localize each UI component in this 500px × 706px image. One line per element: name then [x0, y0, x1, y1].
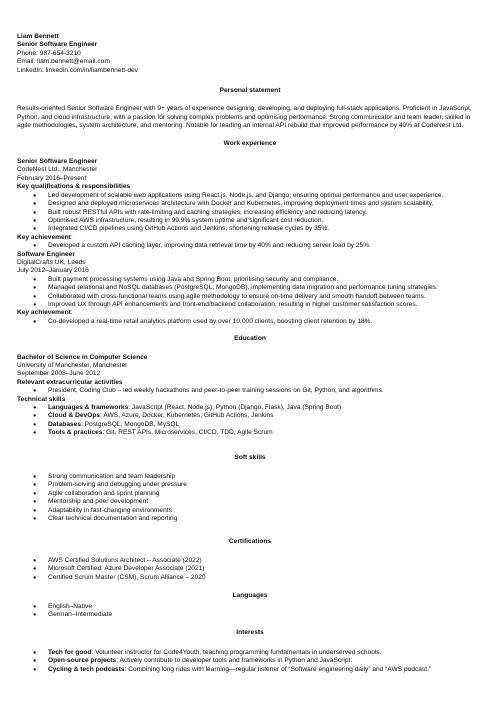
list-item: ● President, Coding Club – led weekly hackathons and peer-to-peer training sessions on Git, Python, and algorithms. [17, 387, 483, 395]
activities-list [17, 387, 483, 395]
activities-label: Relevant extracurricular activities [17, 378, 123, 386]
list-item: ● Integrated CI/CD pipelines using GitHub Actions and Jenkins, shortening release cycles by 35%. [17, 225, 483, 233]
linkedin: LinkedIn: linkedin.com/in/liambennett-dev [17, 66, 138, 74]
list-item [17, 404, 483, 412]
interest-label: Open-source projects [48, 657, 117, 665]
skill-category: Tools & practices [48, 429, 103, 437]
certifications-heading: Certifications [228, 537, 272, 545]
phone: Phone: 987-654-3210 [17, 49, 81, 57]
languages-list [17, 603, 483, 620]
technical-skills-label: Technical skills [17, 395, 66, 403]
statement-line: agile methodologies, system architecture, and mentoring. Notable for leading an internal API rebuild that improved performance by 40% at CodeNest Ltd. [17, 122, 464, 130]
skill-category: Databases [48, 420, 81, 428]
certifications-list [17, 557, 483, 582]
list-item: ● Microsoft Certified: Azure Developer Associate (2021) [17, 565, 483, 573]
achievement-list [17, 318, 483, 326]
job-company: CodeNest Ltd., Manchester [17, 166, 98, 174]
job-title: Senior Software Engineer [17, 158, 98, 166]
list-item: ● English–Native [17, 603, 483, 611]
list-item: ● Co-developed a real-time retail analytics platform used by over 10,000 clients, boosting client retention by 18%. [17, 318, 483, 326]
statement-line: Results-oriented Senior Software Engineer with 9+ years of experience designing, developing, and deploying full-stack applications. Proficient in JavaScript, [17, 105, 472, 113]
personal-statement-heading: Personal statement [219, 87, 281, 95]
personal-statement-text [17, 105, 483, 130]
interests-heading: Interests [236, 629, 264, 637]
list-item: ● AWS Certified Solutions Architect – Associate (2022) [17, 557, 483, 565]
candidate-title: Senior Software Engineer [17, 41, 98, 49]
job-entry [17, 251, 483, 327]
responsibilities-list [17, 192, 483, 234]
achievement-label-line: Key achievement: [17, 309, 73, 317]
list-item [17, 649, 483, 657]
skill-values: : Git, REST APIs, Microservices, CI/CD, TDD, Agile Scrum [102, 429, 273, 437]
list-item: ● Mentorship and peer development [17, 498, 483, 506]
list-item: ● Adaptability in fast-changing environments [17, 507, 483, 515]
skill-category: Languages & frameworks [48, 404, 129, 412]
achievement-label: Key achievement [17, 233, 71, 241]
list-item: ● Strong communication and team leadership [17, 473, 483, 481]
list-item: ● Agile collaboration and sprint planning [17, 490, 483, 498]
list-item: ● Led development of scalable web applications using React.js, Node.js, and Django, ensuring optimal performance and user experience. [17, 192, 483, 200]
list-item [17, 657, 483, 665]
interest-text: : Combining long rides with learning—regular listener of “Software engineering daily” and “AWS podcast.” [124, 665, 432, 673]
job-title: Software Engineer [17, 250, 75, 258]
skill-values: : PostgreSQL, MongoDB, MySQL [81, 420, 180, 428]
list-item: ● Certified Scrum Master (CSM), Scrum Alliance – 2020 [17, 574, 483, 582]
degree: Bachelor of Science in Computer Science [17, 353, 148, 361]
job-dates: July 2012–January 2016 [17, 267, 89, 275]
job-dates: February 2016–Present [17, 174, 87, 182]
skill-values: : JavaScript (React, Node.js), Python (Django, Flask), Java (Spring Boot) [128, 404, 342, 412]
list-item: ● Built robust RESTful APIs with rate-limiting and caching strategies, increasing efficiency and reducing latency. [17, 209, 483, 217]
soft-skills-list [17, 473, 483, 523]
technical-skills-list [17, 404, 483, 438]
education-heading: Education [234, 335, 266, 343]
interest-text: : Volunteer instructor for Code4Youth, teaching programming fundamentals in underserved schools. [91, 648, 382, 656]
statement-line: Python, and cloud infrastructure, with a passion for solving complex problems and optimising performance. Strong communicator and team leader, skilled in [17, 113, 471, 121]
list-item [17, 666, 483, 674]
list-item: ● Clear technical documentation and reporting [17, 515, 483, 523]
achievement-label: Key achievement [17, 309, 71, 317]
interest-label: Cycling & tech podcasts [48, 665, 125, 673]
contact-block [17, 33, 483, 75]
list-item: ● Improved UX through API enhancements and front-end/backend collaboration, resulting in higher customer satisfaction scores. [17, 301, 483, 309]
list-item: ● Optimised AWS infrastructure, resulting in 99.9% system uptime and significant cost reduction. [17, 217, 483, 225]
interests-list [17, 649, 483, 674]
list-item: ● Collaborated with cross-functional teams using agile methodology to ensure on-time delivery and smooth handoff between teams. [17, 293, 483, 301]
list-item [17, 412, 483, 420]
work-experience-heading: Work experience [223, 139, 277, 147]
education-dates: September 2008–June 2012 [17, 370, 101, 378]
achievement-label-line: Key achievement: [17, 233, 73, 241]
list-item: ● Problem-solving and debugging under pressure [17, 481, 483, 489]
email: Email: liam.bennett@email.com [17, 58, 110, 66]
list-item: ● Designed and deployed microservices architecture with Docker and Kubernetes, improving deployment times and system scalability. [17, 200, 483, 208]
list-item: ● Built payment processing systems using Java and Spring Boot, prioritising security and compliance. [17, 276, 483, 284]
soft-skills-heading: Soft skills [234, 453, 266, 461]
job-entry [17, 158, 483, 250]
qualifications-label: Key qualifications & responsibilities [17, 183, 131, 191]
school: University of Manchester, Manchester [17, 362, 128, 369]
list-item: ● German–Intermediate [17, 611, 483, 619]
skill-values: : AWS, Azure, Docker, Kubernetes, GitHub Actions, Jenkins [100, 412, 274, 420]
languages-heading: Languages [232, 592, 268, 600]
achievement-list [17, 242, 483, 250]
interest-label: Tech for good [48, 648, 92, 656]
candidate-name: Liam Bennett [17, 33, 59, 40]
education-entry [17, 354, 483, 438]
interest-text: : Actively contribute to developer tools and frameworks in Python and JavaScript. [116, 657, 353, 665]
skill-category: Cloud & DevOps [48, 412, 101, 420]
list-item [17, 429, 483, 437]
list-item [17, 421, 483, 429]
list-item: ● Developed a custom API caching layer, improving data retrieval time by 40% and reducing server load by 25%. [17, 242, 483, 250]
list-item: ● Managed relational and NoSQL databases (PostgreSQL, MongoDB), implementing data migration and performance tuning strategies. [17, 284, 483, 292]
job-company: DigitalCrafts UK, Leeds [17, 258, 86, 266]
responsibilities-list [17, 276, 483, 310]
